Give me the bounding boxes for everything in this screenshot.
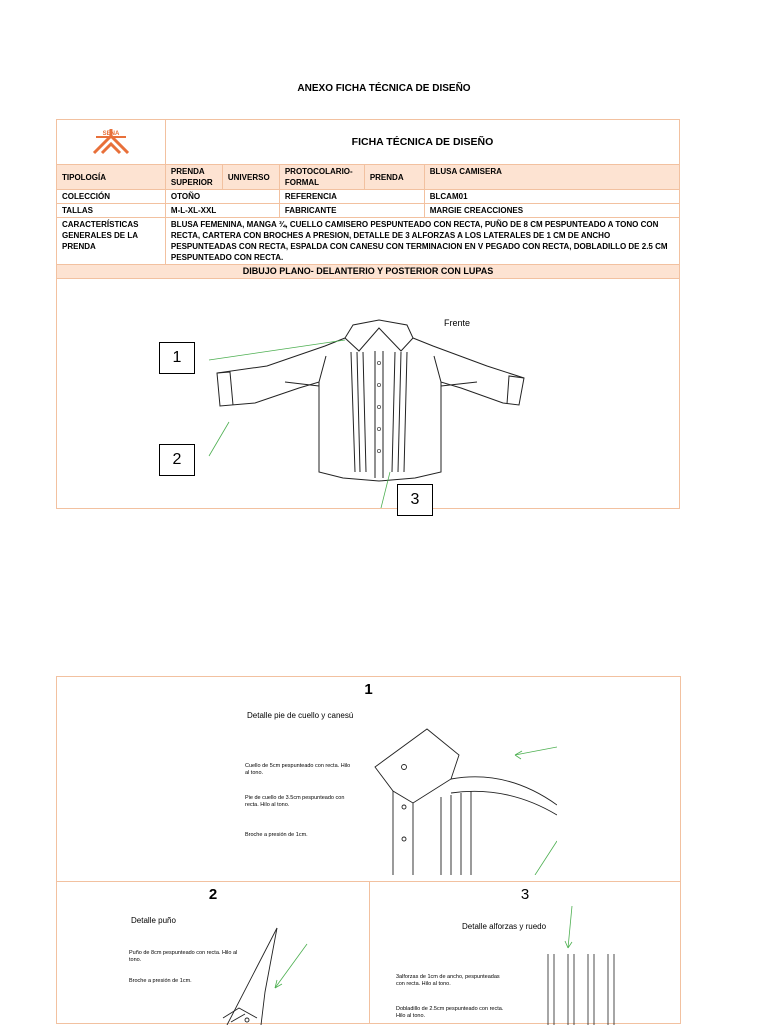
cuff-detail-drawing xyxy=(167,922,317,1025)
front-label: Frente xyxy=(444,318,471,328)
prenda-label: PRENDA xyxy=(364,165,424,190)
detail-1-note-3: Broche a presión de 1cm. xyxy=(245,832,308,838)
logo-text: SENA xyxy=(102,130,120,137)
tallas-label: TALLAS xyxy=(57,204,166,218)
tipologia-value: PRENDA SUPERIOR xyxy=(165,165,222,190)
detail-1-note-1: Cuello de 5cm pespunteado con recta. Hilo al tono. xyxy=(245,763,351,776)
universo-label: UNIVERSO xyxy=(222,165,279,190)
detail-1-number: 1 xyxy=(364,681,373,698)
sheet-header-title: FICHA TÉCNICA DE DISEÑO xyxy=(165,120,679,165)
tucks-detail-drawing xyxy=(540,902,640,1025)
detail-panel-3 xyxy=(369,881,681,1024)
tallas-value: M-L-XL-XXL xyxy=(165,204,279,218)
detail-panel-2 xyxy=(56,881,370,1024)
detail-3-caption: Detalle alforzas y ruedo xyxy=(462,922,547,931)
caracteristicas-value: BLUSA FEMENINA, MANGA ¾, CUELLO CAMISERO PESPUNTEADO CON RECTA, PUÑO DE 8 CM PESPUNTEADO A TONO CON RECTA, CARTERA CON BROCHES A PRESION, DETALLE DE 3 ALFORZAS A LOS LATERALES DE 1 CM DE ANCHO PESPUNTEADAS CON RECTA, ESPALDA CON CANESU CON TERMINACION EN V PEGADO CON RECTA, DOBLADILLO DE 2.5 CM PESPUNTEADO CON RECTA. xyxy=(165,218,679,265)
fabricante-label: FABRICANTE xyxy=(279,204,424,218)
tipologia-label: TIPOLOGÍA xyxy=(57,165,166,190)
callout-2: 2 xyxy=(159,444,195,476)
referencia-label: REFERENCIA xyxy=(279,190,424,204)
drawing-section-title: DIBUJO PLANO- DELANTERIO Y POSTERIOR CON LUPAS xyxy=(57,265,680,279)
detail-3-note-1: 3alforzas de 1cm de ancho, pespunteadas con recta. Hilo al tono. xyxy=(396,974,500,987)
collar-detail-drawing xyxy=(357,695,557,875)
referencia-value: BLCAM01 xyxy=(424,190,679,204)
fabricante-value: MARGIE CREACCIONES xyxy=(424,204,679,218)
detail-1-caption: Detalle pie de cuello y canesú xyxy=(247,711,354,720)
detail-2-caption: Detalle puño xyxy=(131,916,176,925)
detail-3-note-2: Dobladillo de 2.5cm pespunteado con recta. Hilo al tono. xyxy=(396,1006,504,1019)
detail-2-note-1: Puño de 8cm pespunteado con recta. Hilo al tono. xyxy=(129,950,238,963)
shirt-flat-drawing xyxy=(57,120,679,508)
callout-3: 3 xyxy=(397,484,433,516)
detail-3-number: 3 xyxy=(520,886,530,903)
detail-2-number: 2 xyxy=(208,886,218,903)
coleccion-value: OTOÑO xyxy=(165,190,279,204)
callout-1: 1 xyxy=(159,342,195,374)
prenda-value: BLUSA CAMISERA xyxy=(424,165,679,190)
detail-2-note-2: Broche a presión de 1cm. xyxy=(129,978,192,984)
document-title: ANEXO FICHA TÉCNICA DE DISEÑO xyxy=(297,83,471,94)
universo-value: PROTOCOLARIO-FORMAL xyxy=(279,165,364,190)
coleccion-label: COLECCIÓN xyxy=(57,190,166,204)
detail-1-note-2: Pie de cuello de 3.5cm pespunteado con recta. Hilo al tono. xyxy=(245,795,345,808)
design-sheet xyxy=(56,119,680,509)
detail-panel-1 xyxy=(56,676,681,882)
caracteristicas-label: CARACTERÍSTICAS GENERALES DE LA PRENDA xyxy=(57,218,166,265)
